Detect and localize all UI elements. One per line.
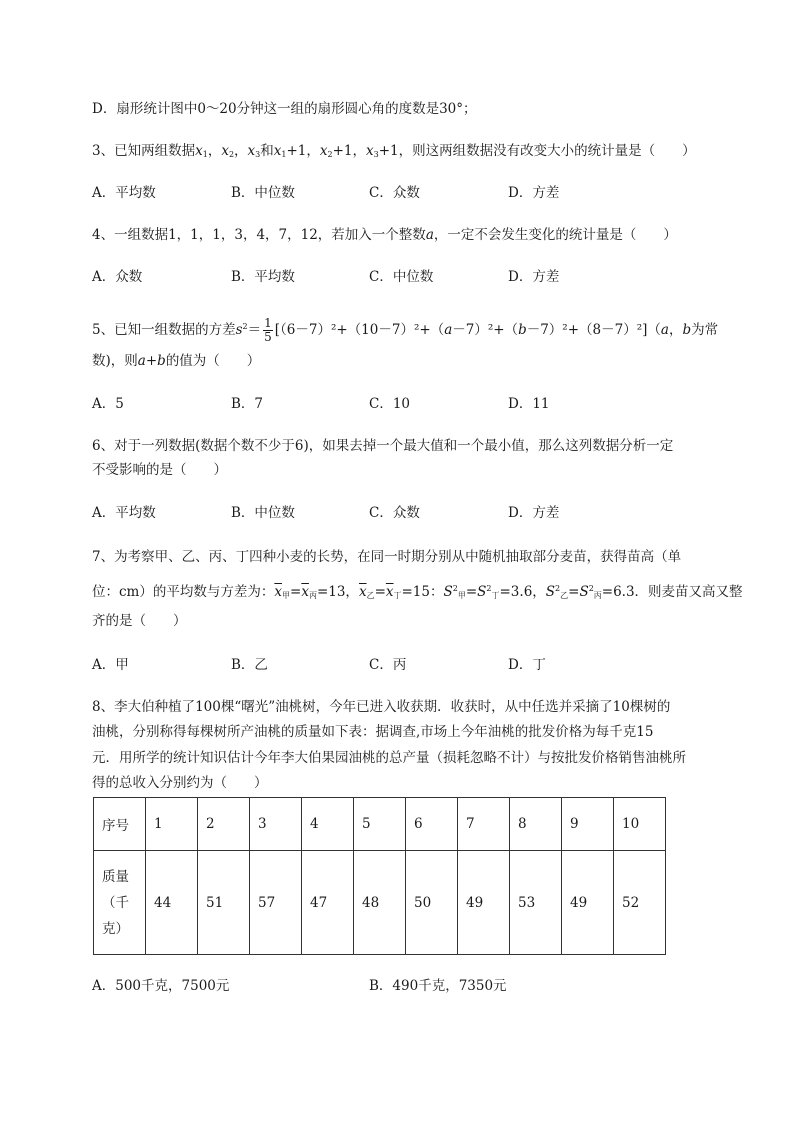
q8-stem-line1: 8、李大伯种植了100棵“曙光”油桃树，今年已进入收获期．收获时，从中任选并采摘了10棵树的: [92, 699, 671, 715]
table-cell: 4: [302, 798, 354, 851]
q5-option-d[interactable]: D．11: [508, 396, 550, 412]
q4-option-d[interactable]: D．方差: [508, 269, 560, 285]
q2-option-d: D．扇形统计图中0～20分钟这一组的扇形圆心角的度数是30°；: [92, 101, 477, 117]
table-cell: 57: [250, 851, 302, 955]
table-cell: 6: [406, 798, 458, 851]
q6-option-a[interactable]: A．平均数: [92, 505, 156, 521]
q4-option-c[interactable]: C．中位数: [369, 269, 434, 285]
q5-stem-line1: 5、已知一组数据的方差$s^2=$ $\frac{1}{5}$ [（6－7）²+（10－7）²+（a－7）²+（b－7）²+（8－7）²]（a，b为常: [92, 316, 719, 344]
q4-option-b[interactable]: B．平均数: [231, 269, 295, 285]
q5-option-a[interactable]: A．5: [92, 396, 124, 412]
q3-option-d[interactable]: D．方差: [508, 185, 560, 201]
q5-option-b[interactable]: B．7: [231, 396, 264, 412]
table-cell: 9: [562, 798, 614, 851]
q8-data-table: [93, 797, 666, 955]
table-cell: 49: [562, 851, 614, 955]
table-cell: 49: [458, 851, 510, 955]
q3-option-a[interactable]: A．平均数: [92, 185, 156, 201]
q4-stem: 4、一组数据1，1，1，3，4，7，12，若加入一个整数a，一定不会发生变化的统计量是（ ）: [92, 227, 677, 243]
table-cell: 8: [510, 798, 562, 851]
q6-option-d[interactable]: D．方差: [508, 505, 560, 521]
table-cell: 47: [302, 851, 354, 955]
q7-stem-line2: 位：cm）的平均数与方差为：$\overline{x}_甲=\overline{x}_丙=13$，$\overline{x}_乙=\overline{x}_丁=15$：$S^2_甲=S^2_丁=3.6$，$S^2_乙=S^2_丙=6.3$．则麦苗又高又整: [92, 584, 743, 600]
table-cell: 50: [406, 851, 458, 955]
table-cell: 10: [614, 798, 666, 851]
table-cell: 7: [458, 798, 510, 851]
q4-option-a[interactable]: A．众数: [92, 269, 143, 285]
q5-fraction: $\frac{1}{5}$: [264, 316, 272, 344]
q8-stem-line2: 油桃，分别称得每棵树所产油桃的质量如下表：据调查,市场上今年油桃的批发价格为每千克15: [92, 724, 654, 740]
table-row-mass: [94, 851, 666, 955]
table-cell: 2: [198, 798, 250, 851]
q7-stem-line3: 齐的是（ ）: [92, 613, 187, 629]
q6-stem-line2: 不受影响的是（ ）: [92, 462, 227, 478]
q6-stem-line1: 6、对于一列数据(数据个数不少于6)，如果去掉一个最大值和一个最小值，那么这列数据分析一定: [92, 438, 674, 454]
table-cell: 5: [354, 798, 406, 851]
q3-option-b[interactable]: B．中位数: [231, 185, 295, 201]
q7-option-a[interactable]: A．甲: [92, 657, 129, 673]
q7-option-b[interactable]: B．乙: [231, 657, 268, 673]
table-cell: 53: [510, 851, 562, 955]
q8-option-b[interactable]: B．490千克，7350元: [369, 978, 507, 994]
q8-option-a[interactable]: A．500千克，7500元: [92, 978, 230, 994]
q6-option-b[interactable]: B．中位数: [231, 505, 295, 521]
table-cell: 52: [614, 851, 666, 955]
serial-header-cell: 序号: [94, 798, 146, 851]
table-cell: 48: [354, 851, 406, 955]
q8-stem-line4: 得的总收入分别约为（ ）: [92, 775, 268, 791]
q6-option-c[interactable]: C．众数: [369, 505, 420, 521]
q7-stem-line1: 7、为考察甲、乙、丙、丁四种小麦的长势，在同一时期分别从中随机抽取部分麦苗，获得苗高（单: [92, 549, 682, 565]
table-cell: 1: [146, 798, 198, 851]
q5-option-c[interactable]: C．10: [369, 396, 411, 412]
table-cell: 3: [250, 798, 302, 851]
table-row-serial: [94, 798, 666, 851]
q5-stem-line2: 数)，则a+b的值为（ ）: [92, 353, 261, 369]
mass-header-cell: 质量 （千 克）: [94, 851, 146, 955]
q8-stem-line3: 元．用所学的统计知识估计今年李大伯果园油桃的总产量（损耗忽略不计）与按批发价格销售油桃所: [92, 750, 686, 766]
q3-stem: 3、已知两组数据$x_1$，$x_2$，$x_3$和$x_1+1$，$x_2+1$，$x_3+1$，则这两组数据没有改变大小的统计量是（ ）: [92, 143, 696, 159]
q3-option-c[interactable]: C．众数: [369, 185, 420, 201]
q7-option-c[interactable]: C．丙: [369, 657, 407, 673]
table-cell: 44: [146, 851, 198, 955]
q7-option-d[interactable]: D．丁: [508, 657, 546, 673]
table-cell: 51: [198, 851, 250, 955]
